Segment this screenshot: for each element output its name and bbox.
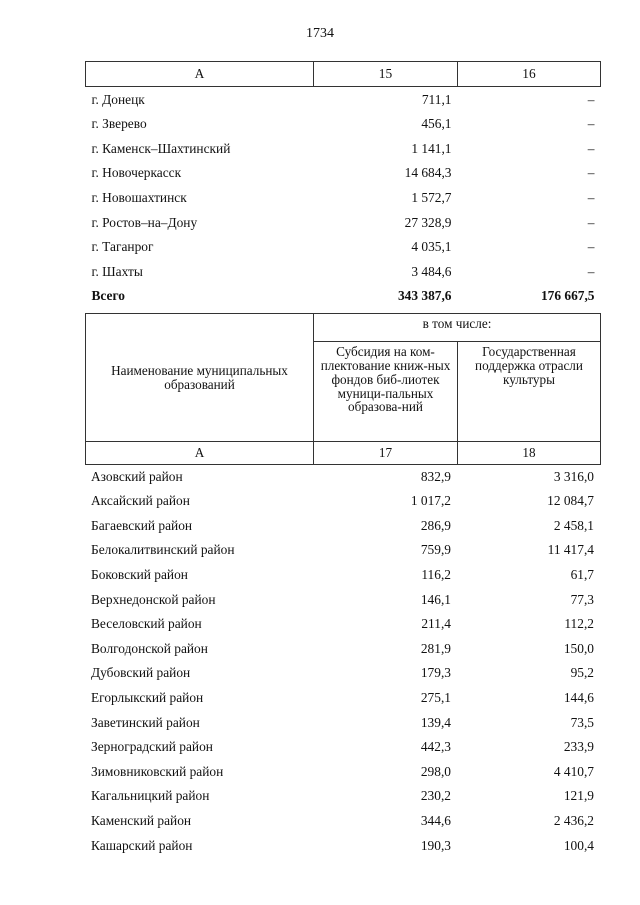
municipality-name-cell: г. Ростов–на–Дону	[91, 214, 198, 230]
value-cell: 179,3	[420, 665, 451, 681]
municipality-name-cell: Зерноградский район	[91, 739, 213, 755]
municipality-name-cell: Веселовский район	[91, 616, 202, 632]
column-label-row	[86, 62, 601, 87]
budget-table-cols-17-18-header	[85, 313, 601, 465]
value-cell: 2 436,2	[553, 812, 594, 828]
municipality-name-cell: г. Новошахтинск	[91, 189, 187, 205]
municipality-name-cell: Аксайский район	[91, 493, 190, 509]
value-cell: 456,1	[421, 116, 452, 132]
column-label-row	[86, 442, 601, 465]
municipality-name-cell: г. Донецк	[91, 91, 145, 107]
total-row	[86, 284, 601, 309]
column-label-15: 15	[314, 62, 458, 87]
value-cell: 1 017,2	[410, 493, 451, 509]
value-cell: 190,3	[420, 837, 451, 853]
value-cell: 27 328,9	[404, 214, 452, 230]
value-cell: 759,9	[420, 542, 451, 558]
table-row	[86, 259, 601, 284]
table-row	[85, 538, 600, 563]
column-label-a: А	[86, 62, 314, 87]
table-row	[86, 87, 601, 112]
value-cell: 14 684,3	[404, 165, 452, 181]
value-cell: 1 572,7	[411, 189, 452, 205]
value-cell: 12 084,7	[547, 493, 594, 509]
municipality-name-cell: г. Таганрог	[91, 239, 154, 255]
value-cell: –	[587, 116, 595, 132]
table-row	[85, 587, 600, 612]
table-row	[86, 235, 601, 260]
value-cell: 344,6	[420, 812, 451, 828]
budget-table-cols-17-18-body	[85, 464, 600, 858]
table-row	[85, 685, 600, 710]
value-cell: –	[587, 140, 595, 156]
municipality-name-cell: Каменский район	[91, 812, 192, 828]
value-cell: 343 387,6	[397, 288, 452, 304]
value-cell: 150,0	[563, 640, 594, 656]
value-cell: 230,2	[420, 788, 451, 804]
table-row	[85, 636, 600, 661]
municipality-name-cell: г. Шахты	[91, 263, 143, 279]
table-row	[86, 136, 601, 161]
value-cell: 281,9	[420, 640, 451, 656]
value-cell: 100,4	[563, 837, 594, 853]
value-cell: 144,6	[563, 689, 594, 705]
library-subsidy-header: Субсидия на ком-плектование книж-ных фондов биб-лиотек муници-пальных образова-ний	[314, 342, 458, 442]
municipality-name-cell: Кашарский район	[91, 837, 193, 853]
value-cell: 77,3	[570, 591, 594, 607]
municipality-name-cell: г. Каменск–Шахтинский	[91, 140, 231, 156]
column-label-17: 17	[314, 442, 458, 465]
page-number: 1734	[306, 26, 334, 41]
table-row	[86, 161, 601, 186]
table-row	[85, 735, 600, 760]
value-cell: 112,2	[564, 616, 594, 632]
including-header: в том числе:	[314, 314, 601, 342]
value-cell: 11 417,4	[547, 542, 594, 558]
table-row	[85, 784, 600, 809]
table-row	[85, 833, 600, 858]
municipality-name-cell: Всего	[91, 288, 125, 304]
municipality-name-cell: Заветинский район	[91, 714, 200, 730]
value-cell: 2 458,1	[553, 517, 594, 533]
value-cell: 61,7	[570, 566, 594, 582]
value-cell: 832,9	[420, 468, 451, 484]
budget-table-cols-15-16	[85, 61, 601, 308]
table-row	[85, 710, 600, 735]
table-row	[85, 489, 600, 514]
value-cell: –	[587, 189, 595, 205]
municipality-name-header: Наименование муниципальных образований	[86, 314, 314, 442]
table-row	[85, 808, 600, 833]
table-row	[86, 185, 601, 210]
value-cell: 442,3	[420, 739, 451, 755]
value-cell: 73,5	[570, 714, 594, 730]
value-cell: –	[587, 165, 595, 181]
culture-support-header: Государственная поддержка отрасли культуры	[458, 342, 601, 442]
value-cell: –	[587, 239, 595, 255]
table-row	[85, 464, 600, 489]
municipality-name-cell: Егорлыкский район	[91, 689, 204, 705]
table-row	[86, 210, 601, 235]
municipality-name-cell: Боковский район	[91, 566, 188, 582]
value-cell: 233,9	[563, 739, 594, 755]
value-cell: 116,2	[421, 566, 451, 582]
municipality-name-cell: Багаевский район	[91, 517, 193, 533]
value-cell: 286,9	[420, 517, 451, 533]
municipality-name-cell: Кагальницкий район	[91, 788, 210, 804]
table-row	[85, 513, 600, 538]
value-cell: 4 035,1	[411, 239, 452, 255]
value-cell: 211,4	[421, 616, 451, 632]
value-cell: 298,0	[420, 763, 451, 779]
table-row	[85, 562, 600, 587]
column-label-a: А	[86, 442, 314, 465]
municipality-name-cell: Волгодонской район	[91, 640, 208, 656]
value-cell: 3 484,6	[411, 263, 452, 279]
table-row	[86, 112, 601, 137]
value-cell: 3 316,0	[553, 468, 594, 484]
municipality-name-cell: Дубовский район	[91, 665, 191, 681]
value-cell: 121,9	[563, 788, 594, 804]
column-label-16: 16	[458, 62, 601, 87]
value-cell: 275,1	[420, 689, 451, 705]
column-label-18: 18	[458, 442, 601, 465]
municipality-name-cell: Белокалитвинский район	[91, 542, 235, 558]
value-cell: 176 667,5	[540, 288, 595, 304]
municipality-name-cell: Зимовниковский район	[91, 763, 224, 779]
value-cell: 146,1	[420, 591, 451, 607]
value-cell: –	[587, 263, 595, 279]
table-row	[85, 759, 600, 784]
municipality-name-cell: г. Новочеркасск	[91, 165, 182, 181]
value-cell: –	[587, 91, 595, 107]
municipality-name-cell: Верхнедонской район	[91, 591, 216, 607]
value-cell: 711,1	[421, 91, 452, 107]
value-cell: 139,4	[420, 714, 451, 730]
municipality-name-cell: Азовский район	[91, 468, 183, 484]
value-cell: 95,2	[570, 665, 594, 681]
value-cell: 1 141,1	[411, 140, 452, 156]
table-row	[85, 612, 600, 637]
table-row	[85, 661, 600, 686]
value-cell: –	[587, 214, 595, 230]
municipality-name-cell: г. Зверево	[91, 116, 147, 132]
value-cell: 4 410,7	[553, 763, 594, 779]
